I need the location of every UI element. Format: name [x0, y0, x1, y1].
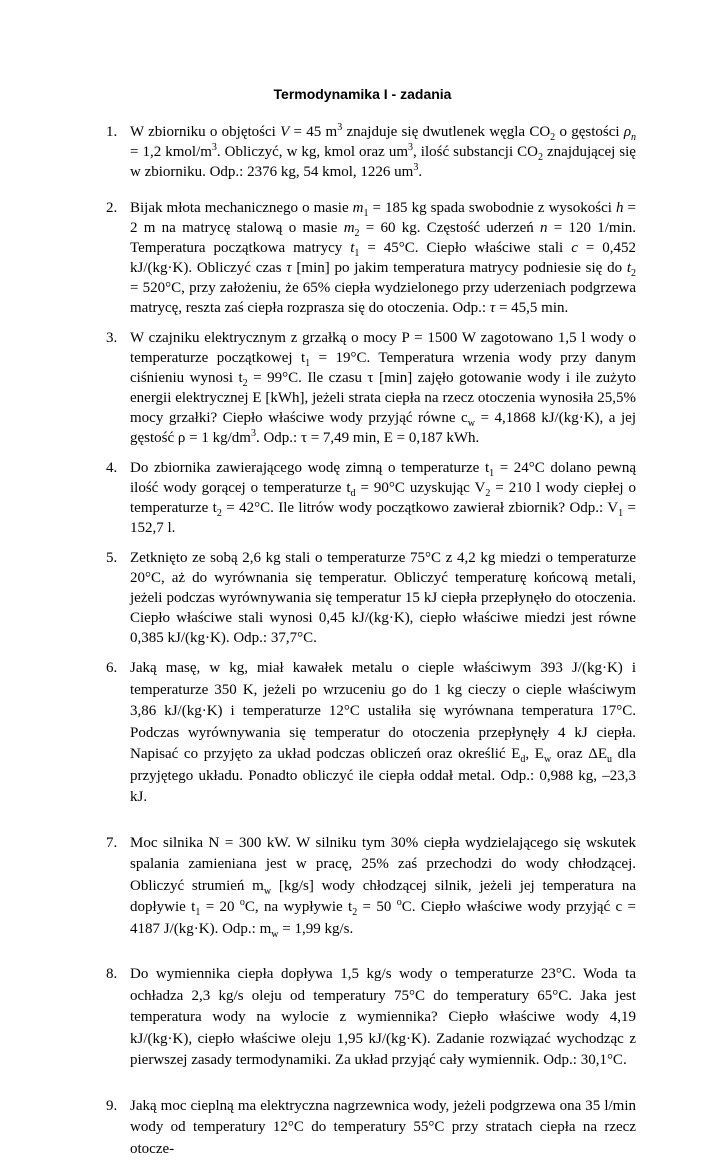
- problem-number: 4.: [106, 458, 117, 478]
- problem-text: Jaką moc cieplną ma elektryczna nagrzewnica wody, jeżeli podgrzewa ona 35 l/min wody od temperatury 12°C do temperatury 55°C przy stratach ciepła na rzecz otocze-: [130, 1096, 636, 1160]
- problem-number: 1.: [106, 122, 117, 142]
- problem-item: [96, 833, 636, 941]
- problem-item: [96, 548, 636, 648]
- problem-number: 6.: [106, 658, 117, 680]
- document-title: Termodynamika I - zadania: [0, 84, 725, 104]
- problem-number: 7.: [106, 833, 117, 855]
- problem-text: Zetknięto ze sobą 2,6 kg stali o temperaturze 75°C z 4,2 kg miedzi o temperaturze 20°C, aż do wyrównania się temperatur. Obliczyć temperaturę końcową metali, jeżeli podczas wyrównywania się temperatur 15 kJ ciepła przepłynęło do otoczenia. Ciepło właściwe stali wynosi 0,45 kJ/(kg·K), ciepło właściwe miedzi jest równe 0,385 kJ/(kg·K). Odp.: 37,7°C.: [130, 548, 636, 648]
- problem-item: [96, 458, 636, 538]
- problem-text: Moc silnika N = 300 kW. W silniku tym 30% ciepła wydzielającego się wskutek spalania zamieniana jest w pracę, 25% zaś przechodzi do wody chłodzącej. Obliczyć strumień $m_w$ [kg/s] wody chłodzącej silnik, jeżeli jej temperatura na dopływie $t_1 = 20$ $^o$C, na wypływie $t_2 = 50$ $^o$C. Ciepło właściwe wody przyjąć c = 4187 J/(kg·K). Odp.: $m_w = 1,99$ kg/s.: [130, 833, 636, 941]
- problem-number: 8.: [106, 964, 117, 986]
- problem-item: [96, 658, 636, 809]
- problem-text: Do zbiornika zawierającego wodę zimną o temperaturze $t_1 = 24^\circ C$ dolano pewną ilość wody gorącej o temperaturze $t_d = 90^\circ C$ uzyskując $V_2 = 210$ l wody ciepłej o temperaturze $t_2 = 42^\circ C$. Ile litrów wody początkowo zawierał zbiornik? Odp.: $V_1 = 152,7$ l.: [130, 458, 636, 538]
- problem-item: [96, 1096, 636, 1160]
- problem-number: 9.: [106, 1096, 117, 1118]
- problem-text: Jaką masę, w kg, miał kawałek metalu o cieple właściwym 393 J/(kg·K) i temperaturze 350 K, jeżeli po wrzuceniu go do 1 kg cieczy o cieple właściwym 3,86 kJ/(kg·K) i temperaturze 12°C ustaliła się wyrównana temperatura 17°C. Podczas wyrównywania się temperatur do otoczenia przepłynęły 4 kJ ciepła. Napisać co przyjęto za układ podczas obliczeń oraz określić $E_d$, $E_w$ oraz $\Delta E_u$ dla przyjętego układu. Ponadto obliczyć ile ciepła oddał metal. Odp.: 0,988 kg, –23,3 kJ.: [130, 658, 636, 809]
- problem-number: 5.: [106, 548, 117, 568]
- problem-text: Bijak młota mechanicznego o masie $m_1 = 185$ kg spada swobodnie z wysokości h = 2 m na matrycę stalową o masie $m_2 = 60$ kg. Częstość uderzeń n = 120 1/min. Temperatura początkowa matrycy $t_1 = 45^\circ C$. Ciepło właściwe stali c = 0,452 kJ/(kg·K). Obliczyć czas τ [min] po jakim temperatura matrycy podniesie się do $t_2 = 520^\circ C$, przy założeniu, że 65% ciepła wydzielonego przy uderzeniach podgrzewa matrycę, reszta zaś ciepła rozprasza się do otoczenia. Odp.: τ = 45,5 min.: [130, 198, 636, 318]
- problem-list: [96, 122, 636, 1160]
- problem-text: W zbiorniku o objętości V = 45 $m^3$ znajduje się dwutlenek węgla $CO_2$ o gęstości $\rho_n = 1,2$ kmol/$m^3$. Obliczyć, w kg, kmol oraz $um^3$, ilość substancji $CO_2$ znajdującej się w zbiorniku. Odp.: 2376 kg, 54 kmol, 1226 $um^3$.: [130, 122, 636, 182]
- problem-item: [96, 122, 636, 182]
- problem-text: W czajniku elektrycznym z grzałką o mocy P = 1500 W zagotowano 1,5 l wody o temperaturze początkowej $t_1 = 19^\circ C$. Temperatura wrzenia wody przy danym ciśnieniu wynosi $t_2 = 99^\circ C$. Ile czasu τ [min] zajęło gotowanie wody i ile zużyto energii elektrycznej E [kWh], jeżeli strata ciepła na rzecz otoczenia wynosiła 25,5% mocy grzałki? Ciepło właściwe wody przyjąć równe $c_w = 4,1868$ kJ/(kg·K), a jej gęstość ρ = 1 $kg/dm^3$. Odp.: τ = 7,49 min, E = 0,187 kWh.: [130, 328, 636, 448]
- problem-text: Do wymiennika ciepła dopływa 1,5 kg/s wody o temperaturze 23°C. Woda ta ochładza 2,3 kg/s oleju od temperatury 75°C do temperatury 65°C. Jaka jest temperatura wody na wylocie z wymiennika? Ciepło właściwe wody 4,19 kJ/(kg·K), ciepło właściwe oleju 1,95 kJ/(kg·K). Zadanie rozwiązać wychodząc z pierwszej zasady termodynamiki. Za układ przyjąć cały wymiennik. Odp.: 30,1°C.: [130, 964, 636, 1072]
- problem-number: 2.: [106, 198, 117, 218]
- problem-number: 3.: [106, 328, 117, 348]
- problem-item: [96, 328, 636, 448]
- problem-item: [96, 198, 636, 318]
- problem-item: [96, 964, 636, 1072]
